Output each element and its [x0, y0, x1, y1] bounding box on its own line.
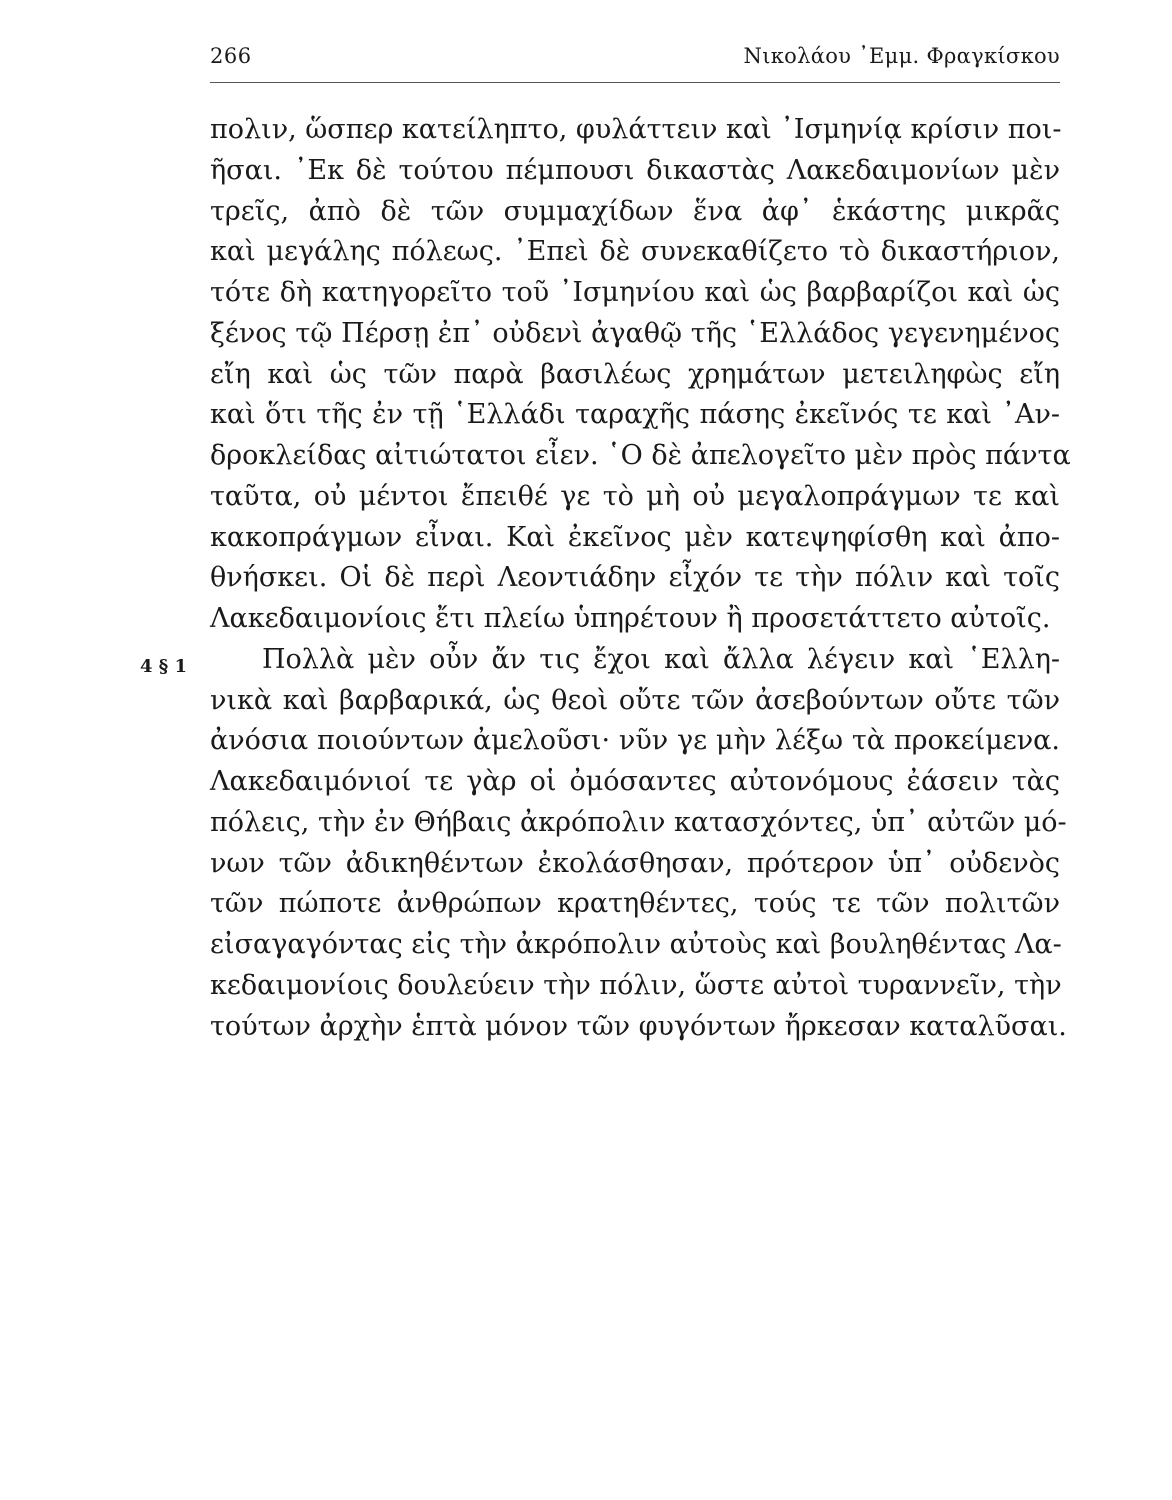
- section-marker: 4 § 1: [140, 656, 187, 677]
- header-rule: [210, 82, 1060, 83]
- text-line: τότε δὴ κατηγορεῖτο τοῦ ᾿Ισμηνίου καὶ ὡς βαρβαρίζοι καὶ ὡς: [210, 277, 1060, 308]
- text-line: εἰσαγαγόντας εἰς τὴν ἀκρόπολιν αὐτοὺς καὶ βουληθέντας Λα-: [210, 929, 1062, 960]
- text-line: ταῦτα, οὐ μέντοι ἔπειθέ γε τὸ μὴ οὐ μεγαλοπράγμων τε καὶ: [210, 480, 1060, 512]
- body-text: [210, 110, 1071, 1047]
- text-line: πόλεις, τὴν ἐν Θήβαις ἀκρόπολιν κατασχόντες, ὑπ᾿ αὐτῶν μό-: [210, 806, 1067, 838]
- text-line: κακοπράγμων εἶναι. Καὶ ἐκεῖνος μὲν κατεψηφίσθη καὶ ἀπο-: [210, 521, 1060, 553]
- text-line: καὶ μεγάλης πόλεως. ᾿Επεὶ δὲ συνεκαθίζετο τὸ δικαστήριον,: [210, 236, 1060, 268]
- text-line: νων τῶν ἀδικηθέντων ἐκολάσθησαν, πρότερον ὑπ᾿ οὐδενὸς: [210, 847, 1060, 879]
- text-line: τρεῖς, ἀπὸ δὲ τῶν συμμαχίδων ἕνα ἀφ᾿ ἑκάστης μικρᾶς: [210, 195, 1060, 227]
- text-line: τῶν πώποτε ἀνθρώπων κρατηθέντες, τούς τε τῶν πολιτῶν: [210, 888, 1060, 920]
- text-line: νικὰ καὶ βαρβαρικά, ὡς θεοὶ οὔτε τῶν ἀσεβούντων οὔτε τῶν: [210, 684, 1060, 716]
- text-line: εἴη καὶ ὡς τῶν παρὰ βασιλέως χρημάτων μετειληφὼς εἴη: [210, 358, 1060, 390]
- text-line: καὶ ὅτι τῆς ἐν τῇ ῾Ελλάδι ταραχῆς πάσης ἐκεῖνός τε καὶ ᾿Αν-: [210, 399, 1060, 431]
- text-line: ξένος τῷ Πέρσῃ ἐπ᾿ οὐδενὶ ἀγαθῷ τῆς ῾Ελλάδος γεγενημένος: [210, 317, 1060, 349]
- running-head: Νικολάου ᾿Εμμ. Φραγκίσκου: [743, 44, 1060, 68]
- text-line: Λακεδαιμονίοις ἔτι πλείω ὑπηρέτουν ἢ προσετάττετο αὐτοῖς.: [210, 603, 1051, 634]
- text-line: θνήσκει. Οἱ δὲ περὶ Λεοντιάδην εἶχόν τε τὴν πόλιν καὶ τοῖς: [210, 562, 1060, 594]
- text-line: τούτων ἀρχὴν ἑπτὰ μόνον τῶν φυγόντων ἤρκεσαν καταλῦσαι.: [210, 1010, 1067, 1042]
- text-line: ῆσαι. ᾿Εκ δὲ τούτου πέμπουσι δικαστὰς Λακεδαιμονίων μὲν: [210, 154, 1060, 186]
- text-line: Λακεδαιμόνιοί τε γὰρ οἱ ὀμόσαντες αὐτονόμους ἐάσειν τὰς: [210, 766, 1060, 797]
- text-line: Πολλὰ μὲν οὖν ἄν τις ἔχοι καὶ ἄλλα λέγειν καὶ ῾Ελλη-: [262, 643, 1060, 675]
- text-line: δροκλείδας αἰτιώτατοι εἶεν. ῾Ο δὲ ἀπελογεῖτο μὲν πρὸς πάντα: [210, 440, 1071, 471]
- page-header: [210, 40, 1060, 74]
- page-number: 266: [210, 44, 252, 68]
- text-line: πολιν, ὥσπερ κατείληπτο, φυλάττειν καὶ ᾿Ισμηνίᾳ κρίσιν ποι-: [210, 114, 1062, 145]
- text-line: ἀνόσια ποιούντων ἀμελοῦσι· νῦν γε μὴν λέξω τὰ προκείμενα.: [210, 725, 1060, 757]
- text-line: κεδαιμονίοις δουλεύειν τὴν πόλιν, ὥστε αὐτοὶ τυραννεῖν, τὴν: [210, 969, 1062, 1001]
